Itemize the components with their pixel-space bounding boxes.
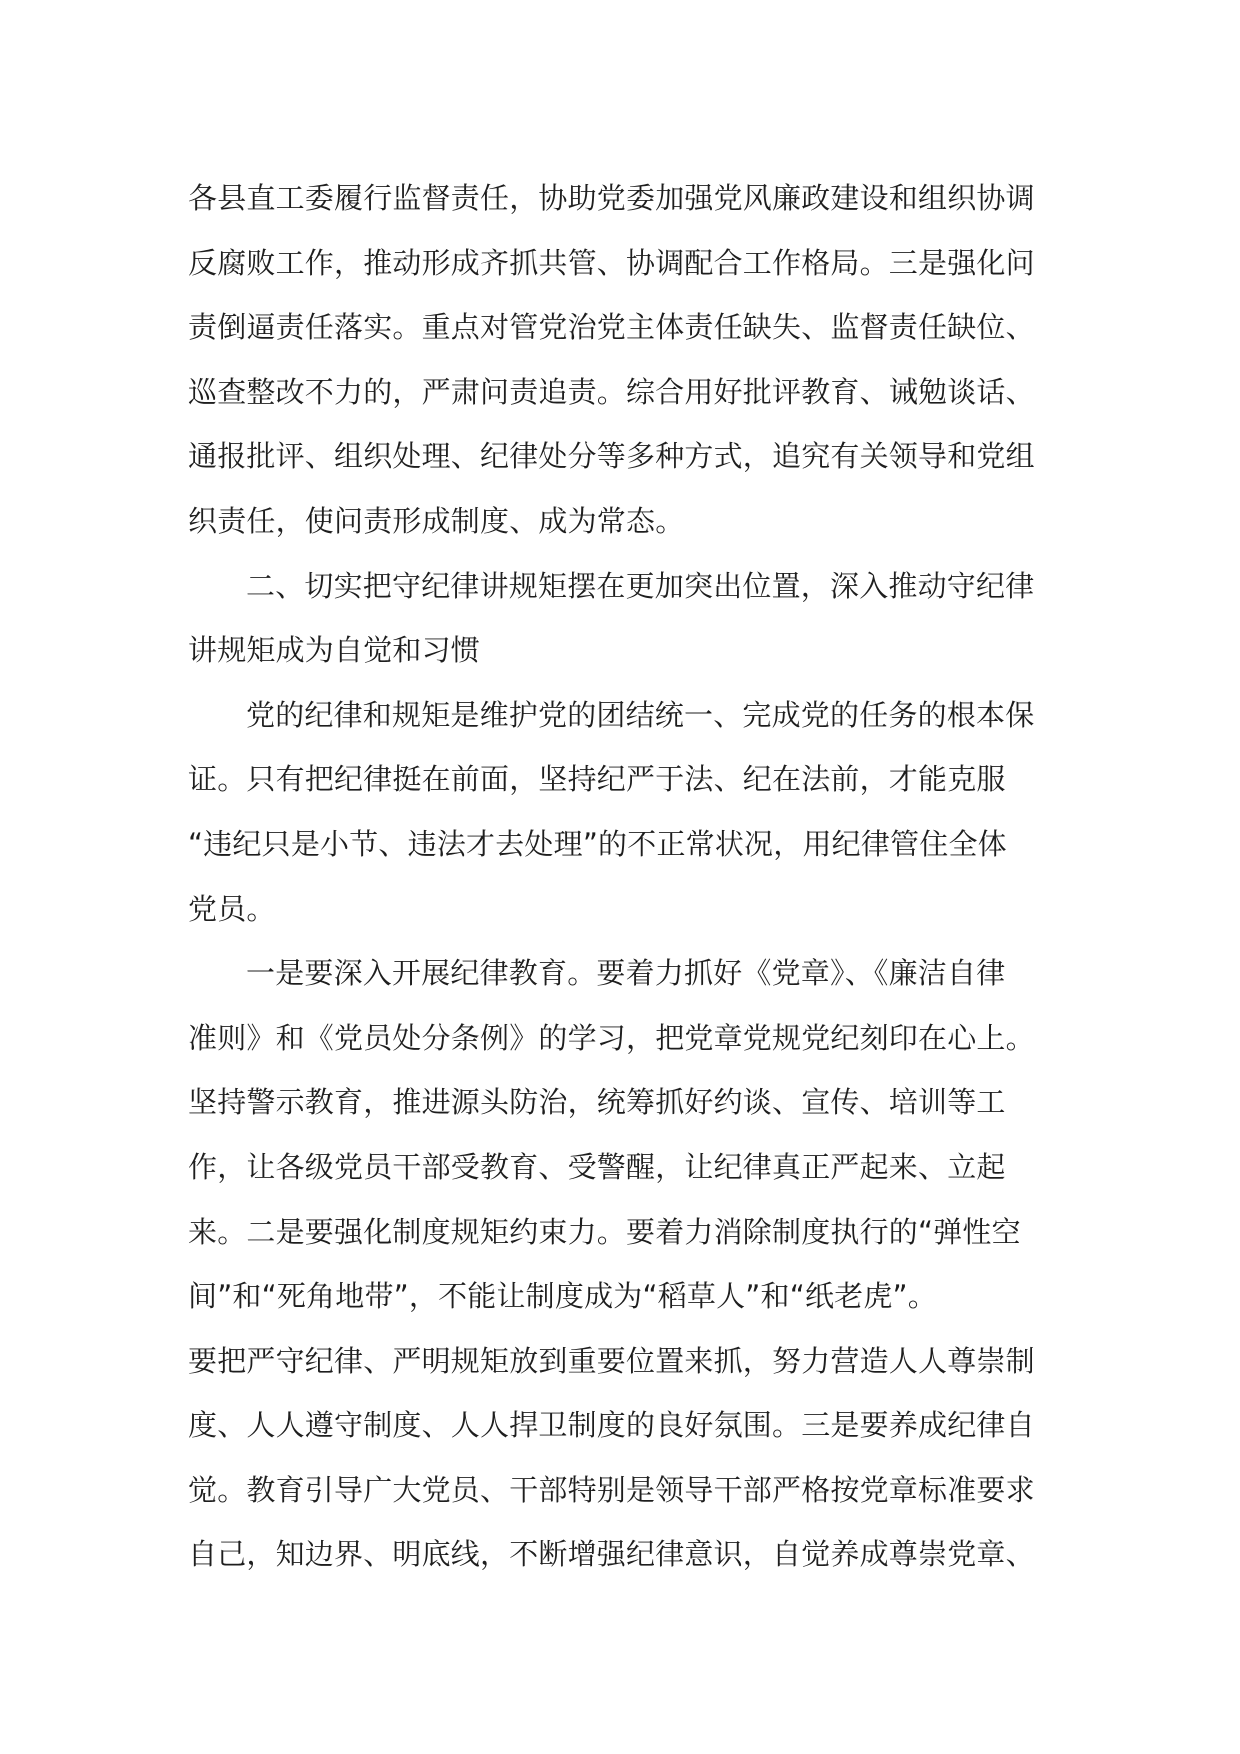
text-line: 准则》和《党员处分条例》的学习，把党章党规党纪刻印在心上。 (188, 1020, 1035, 1055)
text-line: 通报批评、组织处理、纪律处分等多种方式，追究有关领导和党组 (188, 439, 1035, 474)
text-line: 党的纪律和规矩是维护党的团结统一、完成党的任务的根本保 (246, 697, 1035, 732)
text-line: 要把严守纪律、严明规矩放到重要位置来抓，努力营造人人尊崇制 (188, 1343, 1035, 1378)
text-line: 讲规矩成为自觉和习惯 (188, 633, 481, 668)
text-line: 责倒逼责任落实。重点对管党治党主体责任缺失、监督责任缺位、 (188, 310, 1035, 345)
text-line: 二、切实把守纪律讲规矩摆在更加突出位置，深入推动守纪律 (246, 568, 1035, 603)
text-line: 党员。 (188, 891, 276, 926)
text-line: 来。二是要强化制度规矩约束力。要着力消除制度执行的“弹性空 (188, 1214, 1021, 1249)
text-line: 自己，知边界、明底线，不断增强纪律意识，自觉养成尊崇党章、 (188, 1537, 1035, 1572)
text-line: 织责任，使问责形成制度、成为常态。 (188, 503, 685, 538)
text-line: 巡查整改不力的，严肃问责追责。综合用好批评教育、诫勉谈话、 (188, 374, 1035, 409)
text-line: 证。只有把纪律挺在前面，坚持纪严于法、纪在法前，才能克服 (188, 762, 1006, 797)
text-line: 坚持警示教育，推进源头防治，统筹抓好约谈、宣传、培训等工 (188, 1085, 1006, 1120)
text-line: 一是要深入开展纪律教育。要着力抓好《党章》、《廉洁自律 (246, 956, 1006, 991)
document-body (188, 166, 1048, 1587)
text-line: “违纪只是小节、违法才去处理”的不正常状况，用纪律管住全体 (188, 826, 1007, 861)
text-line: 反腐败工作，推动形成齐抓共管、协调配合工作格局。三是强化问 (188, 245, 1035, 280)
text-line: 各县直工委履行监督责任，协助党委加强党风廉政建设和组织协调 (188, 181, 1035, 215)
text-line: 度、人人遵守制度、人人捍卫制度的良好氛围。三是要养成纪律自 (188, 1408, 1035, 1443)
text-line: 间”和“死角地带”，不能让制度成为“稻草人”和“纸老虎”。 (188, 1279, 937, 1314)
text-line: 作，让各级党员干部受教育、受警醒，让纪律真正严起来、立起 (188, 1149, 1006, 1184)
text-line: 觉。教育引导广大党员、干部特别是领导干部严格按党章标准要求 (188, 1472, 1035, 1507)
